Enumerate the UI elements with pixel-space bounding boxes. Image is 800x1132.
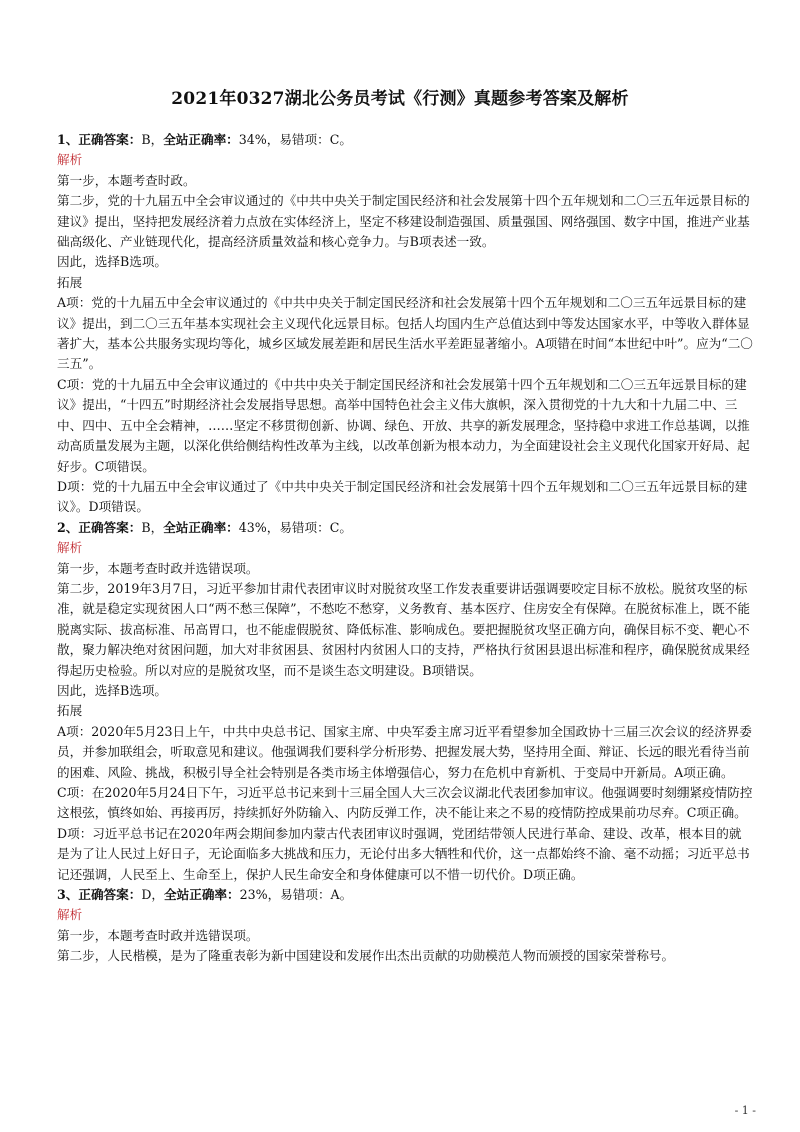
question-number: 1、 <box>57 132 79 147</box>
document-body <box>57 130 754 967</box>
analysis-paragraph: 第二步，人民楷模，是为了隆重表彰为新中国建设和发展作出杰出贡献的功勋模范人物而颁授的国家荣誉称号。 <box>57 948 675 964</box>
question-number: 2、 <box>57 519 79 535</box>
analysis-paragraph: 第一步，本题考查时政并选错误项。 <box>57 560 259 576</box>
rate-label: 全站正确率： <box>164 887 240 903</box>
rate-label: 全站正确率： <box>163 132 239 147</box>
extension-paragraph: C项：党的十九届五中全会审议通过的《中共中央关于制定国民经济和社会发展第十四个五年规划和二〇三五年远景目标的建议》提出，“十四五”时期经济社会发展指导思想。高举中国特色社会主义伟大旗帜，深入贯彻党的十九大和十九届二中、三中、四中、五中全会精神，……坚定不移贯彻创新、协调、绿色、开放、共享的新发展理念，坚持稳中求进工作总基调，以推动高质量发展为主题，以深化供给侧结构性改革为主线，以改革创新为根本动力，为全面建设社会主义现代化国家开好局、起好步。C项错误。 <box>57 376 750 474</box>
question-number: 3、 <box>57 887 79 903</box>
answer-label: 正确答案： <box>78 887 142 903</box>
document-title: 2021年0327湖北公务员考试《行测》真题参考答案及解析 <box>171 89 629 109</box>
extension-paragraph: C项：在2020年5月24日下午，习近平总书记来到十三届全国人大三次会议湖北代表团参加审议。他强调要时刻绷紧疫情防控这根弦，慎终如始、再接再厉，持续抓好外防输入、内防反弹工作，决不能让来之不易的疫情防控成果前功尽弃。C项正确。 <box>57 785 753 821</box>
extension-paragraph: D项：党的十九届五中全会审议通过了《中共中央关于制定国民经济和社会发展第十四个五年规划和二〇三五年远景目标的建议》。D项错误。 <box>57 478 748 515</box>
extension-heading: 拓展 <box>57 274 83 290</box>
analysis-heading: 解析 <box>57 540 83 556</box>
analysis-paragraph: 第二步，2019年3月7日，习近平参加甘肃代表团审议时对脱贫攻坚工作发表重要讲话强调要咬定目标不放松。脱贫攻坚的标准，就是稳定实现贫困人口“两不愁三保障”，不愁吃不愁穿，义务教育、基本医疗、住房安全有保障。在脱贫标准上，既不能脱离实际、拔高标准、吊高胃口，也不能虚假脱贫、降低标准、影响成色。要把握脱贫攻坚正确方向，确保目标不变、靶心不散，聚力解决绝对贫困问题，加大对非贫困县、贫困村内贫困人口的支持，严格执行贫困县退出标准和程序，确保脱贫成果经得起历史检验。所以对应的是脱贫攻坚，而不是谈生态文明建设。B项错误。 <box>57 580 750 678</box>
page-number: - 1 - <box>734 1104 756 1117</box>
rate-value: 43%，易错项：C。 <box>238 519 352 535</box>
answer-value: B， <box>141 132 164 147</box>
question-header <box>57 518 754 538</box>
rate-value: 23%，易错项：A。 <box>239 887 353 903</box>
extension-paragraph: A项：党的十九届五中全会审议通过的《中共中央关于制定国民经济和社会发展第十四个五年规划和二〇三五年远景目标的建议》提出，到二〇三五年基本实现社会主义现代化远景目标。包括人均国内生产总值达到中等发达国家水平，中等收入群体显著扩大，基本公共服务实现均等化，城乡区域发展差距和居民生活水平差距显著缩小。A项错在时间“本世纪中叶”。应为“二〇三五”。 <box>57 295 753 372</box>
rate-value: 34%，易错项：C。 <box>238 132 352 147</box>
question-header <box>57 130 754 150</box>
answer-value: D， <box>141 887 165 903</box>
extension-heading: 拓展 <box>57 703 83 719</box>
answer-label: 正确答案： <box>78 519 142 535</box>
analysis-heading: 解析 <box>57 152 83 168</box>
question-header <box>57 885 754 905</box>
answer-value: B， <box>141 519 164 535</box>
extension-paragraph: D项：习近平总书记在2020年两会期间参加内蒙古代表团审议时强调，党团结带领人民进行革命、建设、改革，根本目的就是为了让人民过上好日子，无论面临多大挑战和压力，无论付出多大牺牲和代价，这一点都始终不渝、毫不动摇；习近平总书记还强调，人民至上、生命至上，保护人民生命安全和身体健康可以不惜一切代价。D项正确。 <box>57 825 750 882</box>
analysis-paragraph: 第一步，本题考查时政并选错误项。 <box>57 927 259 943</box>
analysis-paragraph: 第二步，党的十九届五中全会审议通过的《中共中央关于制定国民经济和社会发展第十四个五年规划和二〇三五年远景目标的建议》提出，坚持把发展经济着力点放在实体经济上，坚定不移建设制造强国、质量强国、网络强国、数字中国，推进产业基础高级化、产业链现代化，提高经济质量效益和核心竞争力。与B项表述一致。 <box>57 193 750 250</box>
analysis-heading: 解析 <box>57 907 83 923</box>
analysis-paragraph: 第一步，本题考查时政。 <box>57 172 196 188</box>
extension-paragraph: A项：2020年5月23日上午，中共中央总书记、国家主席、中央军委主席习近平看望参加全国政协十三届三次会议的经济界委员，并参加联组会，听取意见和建议。他强调我们要科学分析形势、把握发展大势，坚持用全面、辩证、长远的眼光看待当前的困难、风险、挑战，积极引导全社会特别是各类市场主体增强信心，努力在危机中育新机、于变局中开新局。A项正确。 <box>57 723 752 780</box>
rate-label: 全站正确率： <box>163 519 239 535</box>
answer-label: 正确答案： <box>78 132 142 147</box>
analysis-paragraph: 因此，选择B选项。 <box>57 254 168 270</box>
analysis-paragraph: 因此，选择B选项。 <box>57 682 168 698</box>
